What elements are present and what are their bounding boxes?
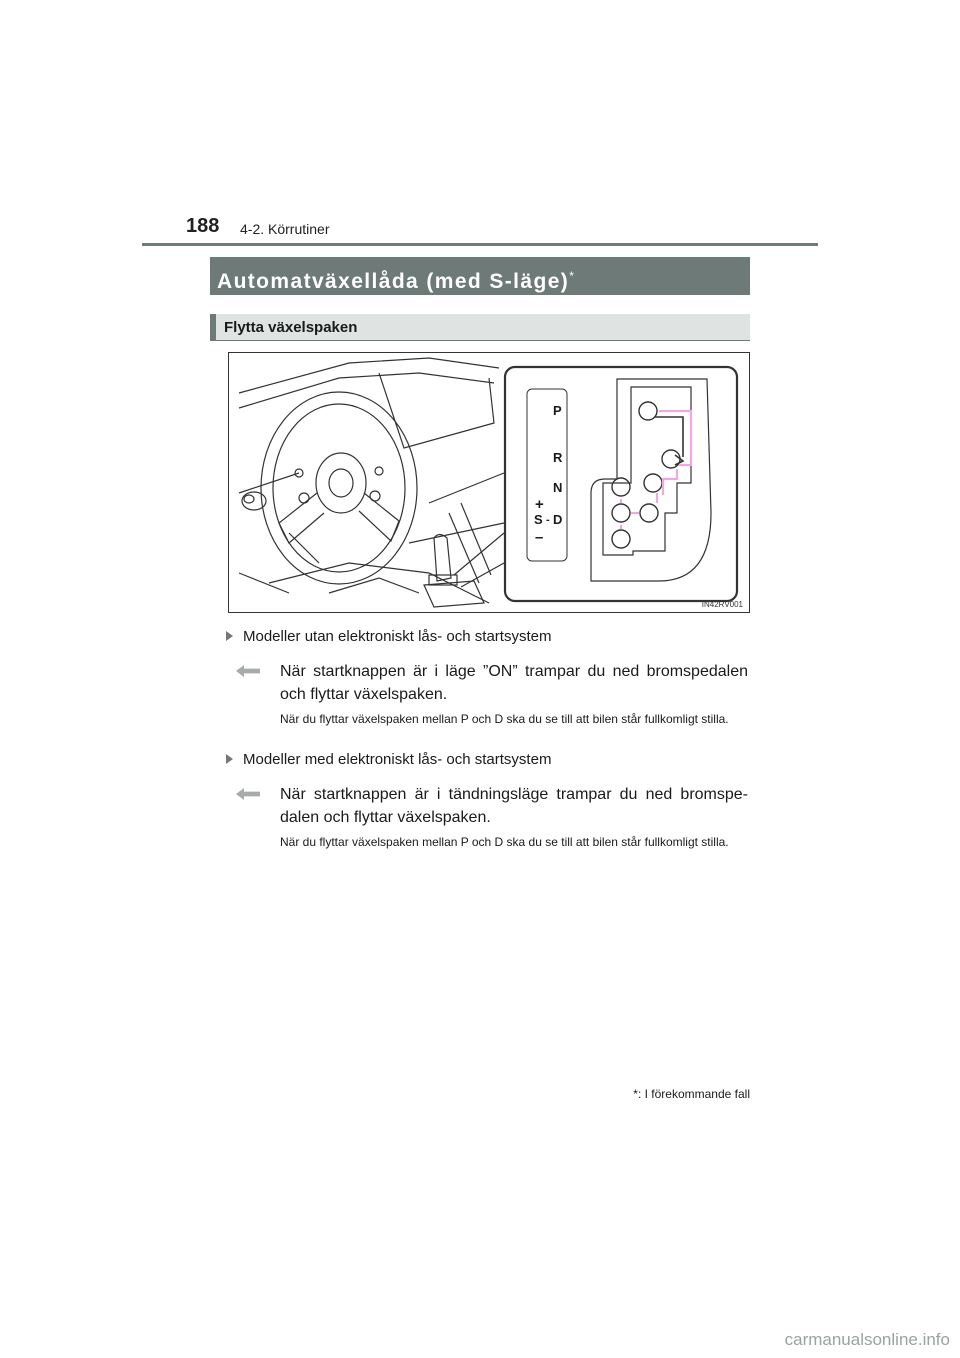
footnote: *: I förekommande fall bbox=[633, 1087, 750, 1101]
header-rule bbox=[142, 243, 818, 246]
step-arrow-icon bbox=[236, 788, 260, 800]
gate-inset-frame bbox=[505, 367, 737, 601]
steering-wheel-drawing bbox=[261, 392, 417, 584]
gate-label-d: D bbox=[553, 512, 563, 527]
page-number: 188 bbox=[186, 215, 220, 237]
gate-label-r: R bbox=[553, 450, 563, 465]
callout-line bbox=[454, 533, 504, 575]
shift-lever-figure bbox=[228, 352, 750, 613]
section-title bbox=[210, 257, 750, 295]
gate-label-s: S bbox=[534, 512, 543, 527]
subsection-label: Flytta växelspaken bbox=[224, 319, 358, 336]
model-heading-text: Modeller utan elektroniskt lås- och startsystem bbox=[243, 628, 552, 645]
model-heading-smart-key bbox=[226, 751, 551, 768]
gate-label-minus: – bbox=[535, 529, 544, 546]
section-title-marker: * bbox=[569, 269, 574, 283]
step-arrow-icon bbox=[236, 665, 260, 677]
running-head: 4-2. Körrutiner bbox=[240, 221, 330, 237]
callout-line-2 bbox=[461, 563, 504, 587]
gate-label-n: N bbox=[553, 480, 563, 495]
gate-label-group bbox=[534, 403, 563, 546]
model-heading-text: Modeller med elektroniskt lås- och startsystem bbox=[243, 751, 552, 768]
model-heading-no-smart-key bbox=[226, 628, 551, 645]
gate-label-dash: - bbox=[546, 514, 550, 526]
gate-positions bbox=[612, 402, 680, 548]
subsection-bar bbox=[210, 314, 216, 341]
triangle-bullet-icon bbox=[226, 754, 233, 764]
gate-label-p: P bbox=[553, 403, 562, 418]
figure-code: IN42RV001 bbox=[701, 600, 743, 609]
gate-label-plus: + bbox=[535, 496, 544, 513]
step-text-1: När startknappen är i läge ”ON” trampar du ned bromspedalen och flyttar växelspaken. bbox=[280, 663, 748, 703]
section-title-text: Automatväxellåda (med S-läge) bbox=[217, 270, 570, 293]
triangle-bullet-icon bbox=[226, 631, 233, 641]
p-to-r-guide bbox=[655, 417, 683, 457]
step-text-2: När startknappen är i tändningsläge trampar du ned bromspe-dalen och flyttar växelspaken. bbox=[280, 786, 748, 826]
figure-illustration bbox=[229, 353, 749, 612]
note-text-1: När du flyttar växelspaken mellan P och D ska du se till att bilen står fullkomligt stilla. bbox=[280, 712, 729, 726]
note-text-2: När du flyttar växelspaken mellan P och D ska du se till att bilen står fullkomligt stilla. bbox=[280, 835, 729, 849]
subsection-title bbox=[210, 314, 750, 341]
watermark: carmanualsonline.info bbox=[784, 1330, 950, 1349]
